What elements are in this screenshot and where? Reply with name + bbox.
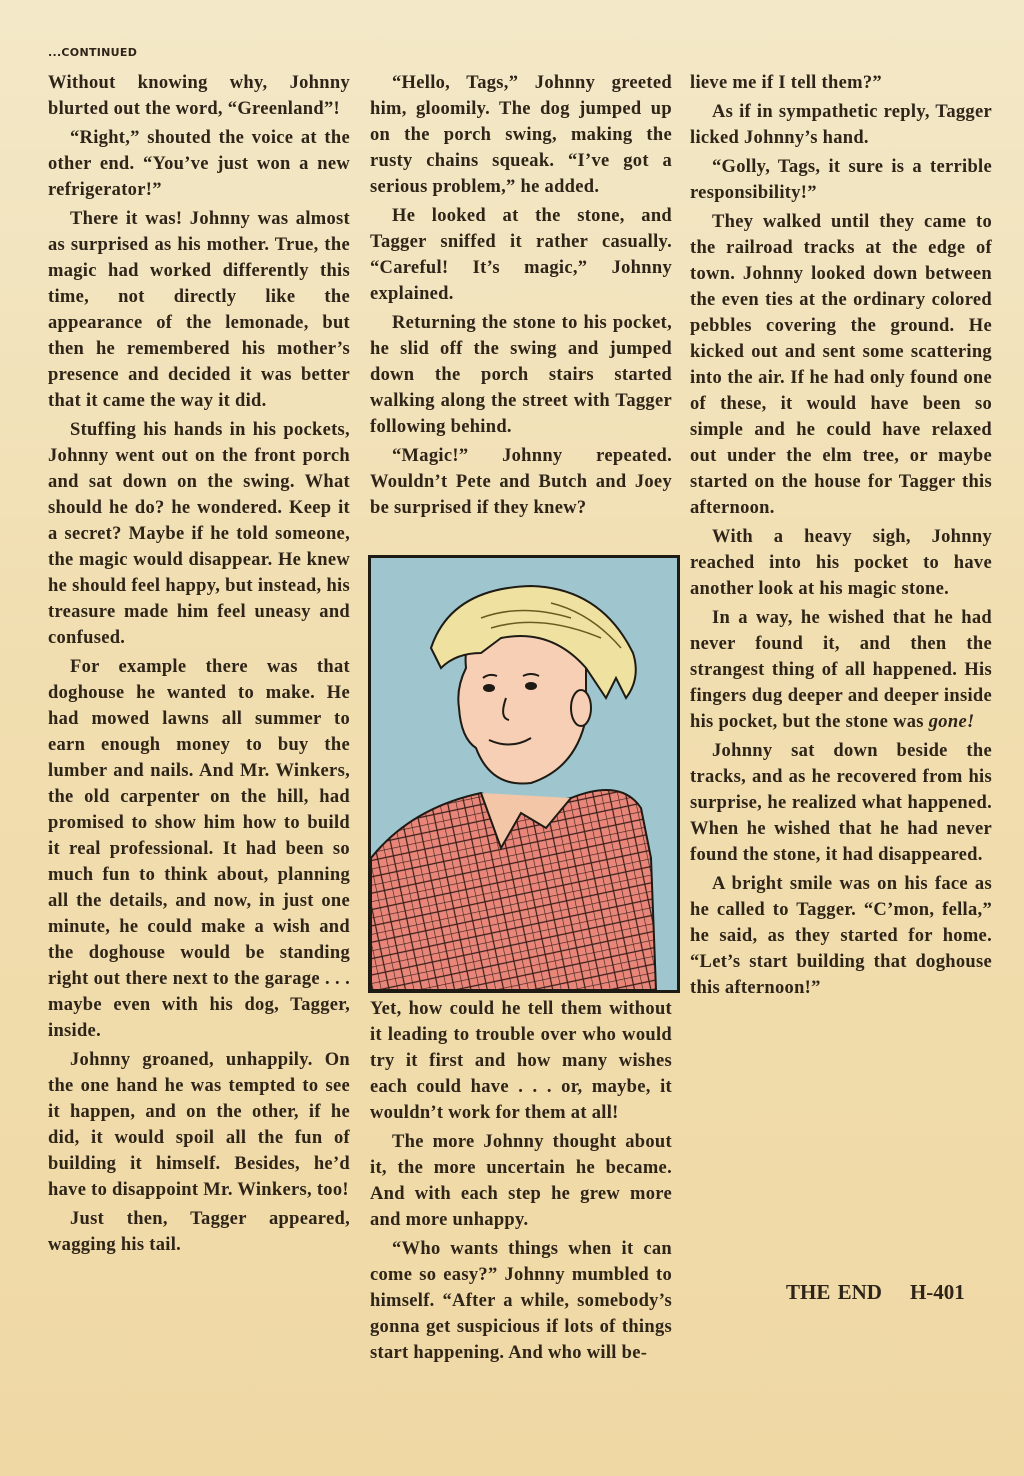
paragraph: As if in sympathetic reply, Tagger licked Johnny’s hand. [690, 102, 992, 148]
the-end-label: THE END [786, 1280, 882, 1304]
paragraph: A bright smile was on his face as he called to Tagger. “C’mon, fella,” he said, as they started for home. “Let’s start building that doghouse this afternoon!” [690, 874, 992, 998]
paragraph: Without knowing why, Johnny blurted out the word, “Greenland”! [48, 73, 350, 119]
paragraph: “Golly, Tags, it sure is a terrible responsibility!” [690, 157, 992, 203]
paragraph: The more Johnny thought about it, the more uncertain he became. And with each step he grew more and more unhappy. [370, 1132, 672, 1230]
paragraph: “Hello, Tags,” Johnny greeted him, gloomily. The dog jumped up on the porch swing, making the rusty chains squeak. “I’ve got a serious problem,” he added. [370, 73, 672, 197]
paragraph: Yet, how could he tell them without it leading to trouble over who would try it first and how many wishes each could have . . . or, maybe, it wouldn’t work for them at all! [370, 999, 672, 1123]
paragraph: With a heavy sigh, Johnny reached into his pocket to have another look at his magic stone. [690, 527, 992, 599]
continued-label: ...CONTINUED [48, 46, 138, 59]
paragraph: Stuffing his hands in his pockets, Johnny went out on the front porch and sat down on the swing. What should he do? he wondered. Keep it a secret? Maybe if he told someone, the magic would disappear. He knew he should feel happy, but instead, his treasure made him feel uneasy and confused. [48, 420, 350, 648]
paragraph: “Who wants things when it can come so easy?” Johnny mumbled to himself. “After a while, somebody’s gonna get suspicious if lots of things start happening. And who will be- [370, 1239, 672, 1363]
paragraph [690, 605, 992, 735]
paragraph: lieve me if I tell them?” [690, 73, 882, 93]
story-column-1 [48, 70, 350, 1261]
paragraph: He looked at the stone, and Tagger sniffed it rather casually. “Careful! It’s magic,” Johnny explained. [370, 206, 672, 304]
paragraph-text: In a way, he wished that he had never found it, and then the strangest thing of all happened. His fingers dug deeper and deeper inside his pocket, but the stone was [690, 608, 992, 732]
paragraph: Johnny sat down beside the tracks, and as he recovered from his surprise, he realized what happened. When he wished that he had never found the stone, it had disappeared. [690, 741, 992, 865]
story-code: H-401 [909, 1280, 965, 1304]
story-column-3 [690, 70, 992, 1004]
emphasis: gone! [928, 712, 975, 732]
paragraph: “Magic!” Johnny repeated. Wouldn’t Pete and Butch and Joey be surprised if they knew? [370, 446, 672, 518]
paragraph: They walked until they came to the railroad tracks at the edge of town. Johnny looked down between the even ties at the ordinary colored pebbles covering the ground. He kicked out and sent some scattering into the air. If he had only found one of these, it would have been so simple and he could have relaxed out under the elm tree, or maybe started on the house for Tagger this afternoon. [690, 212, 992, 518]
story-column-2-top [370, 70, 672, 524]
story-column-2-bottom [370, 996, 672, 1369]
johnny-illustration [368, 555, 680, 993]
paragraph: There it was! Johnny was almost as surprised as his mother. True, the magic had worked differently this time, not directly like the appearance of the lemonade, but then he remembered his mother’s presence and decided it was better that it came the way it did. [48, 209, 350, 411]
paragraph: Johnny groaned, unhappily. On the one hand he was tempted to see it happen, and on the other, if he did, it would spoil all the fun of building it himself. Besides, he’d have to disappoint Mr. Winkers, too! [48, 1050, 350, 1200]
paragraph: “Right,” shouted the voice at the other end. “You’ve just won a new refrigerator!” [48, 128, 350, 200]
story-footer [786, 1280, 965, 1305]
paragraph: Returning the stone to his pocket, he slid off the swing and jumped down the porch stairs started walking along the street with Tagger following behind. [370, 313, 672, 437]
paragraph: For example there was that doghouse he wanted to make. He had mowed lawns all summer to earn enough money to buy the lumber and nails. And Mr. Winkers, the old carpenter on the hill, had promised to show him how to build it real professional. It had been so much fun to think about, planning all the details, and now, in just one minute, he could make a wish and the doghouse would be standing right out there next to the garage . . . maybe even with his dog, Tagger, inside. [48, 657, 350, 1041]
paragraph: Just then, Tagger appeared, wagging his tail. [48, 1209, 350, 1255]
